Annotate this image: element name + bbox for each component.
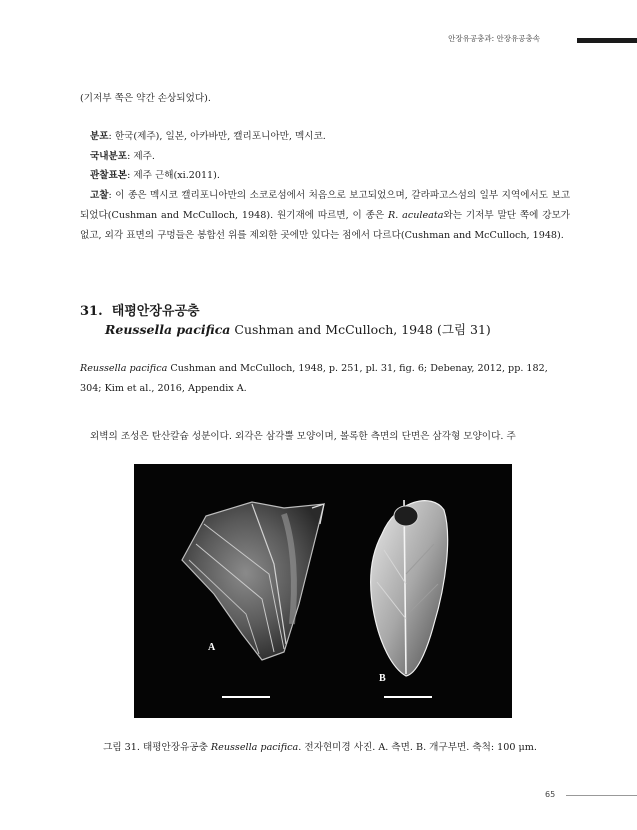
sem-figure-image bbox=[134, 464, 512, 718]
specimens-line bbox=[90, 166, 580, 186]
figure-label-a: A bbox=[208, 642, 216, 653]
domestic-distribution-line bbox=[90, 147, 580, 167]
species-scientific-line bbox=[105, 320, 491, 338]
header-title: 안장유공충과: 안장유공충속 bbox=[448, 34, 540, 43]
footer-rule bbox=[566, 795, 637, 796]
synonymy-text: Cushman and McCulloch, 1948, p. 251, pl. 31, fig. 6; Debenay, 2012, pp. 182, 304; Kim et al., 2016, Appendix A. bbox=[80, 363, 548, 394]
specimen-a bbox=[182, 502, 324, 660]
distribution-line bbox=[90, 127, 580, 147]
caption-prefix: 그림 31. 태평안장유공충 bbox=[103, 742, 211, 753]
species-authority: Cushman and McCulloch, 1948 (그림 31) bbox=[230, 322, 491, 337]
domestic-distribution-text: : 제주. bbox=[127, 151, 155, 162]
figure-label-b: B bbox=[379, 673, 386, 684]
remarks-label: 고찰 bbox=[90, 190, 109, 201]
species-scientific-name: Reussella pacifica bbox=[105, 322, 231, 337]
caption-suffix: . 전자현미경 사진. A. 측면. B. 개구부면. 축척: 100 μm. bbox=[298, 742, 537, 753]
remarks-text-2: 와는 기저부 말단 쪽에 강모가 없고, 외각 표면의 구멍들은 봉합선 위를 제외한 곳에만 있다는 점에서 다르다(Cushman and McCulloch, 1948). bbox=[80, 210, 570, 241]
remarks-species: R. aculeata bbox=[388, 210, 444, 221]
specimen-b bbox=[371, 500, 448, 676]
species-korean-name: 태평안장유공충 bbox=[111, 304, 200, 319]
specimens-text: : 제주 근해(xi.2011). bbox=[127, 170, 220, 181]
distribution-label: 분포 bbox=[90, 131, 109, 142]
synonymy-species: Reussella pacifica bbox=[80, 363, 168, 374]
synonymy bbox=[80, 359, 570, 399]
domestic-distribution-label: 국내분포 bbox=[90, 151, 128, 162]
remarks-text-1: : 이 종은 멕시코 캘리포니아만의 소코로섬에서 처음으로 보고되었으며, 갈라파고스섬의 일부 지역에서도 보고되었다(Cushman and McCulloch, 1948). 원기재에 따르면, 이 종은 bbox=[80, 190, 570, 221]
scale-bar-b bbox=[384, 696, 432, 698]
description-text: 외벽의 조성은 탄산칼슘 성분이다. 외각은 삼각뿔 모양이며, 볼록한 측면의 단면은 삼각형 모양이다. 주 bbox=[90, 431, 516, 442]
intro-text: (기저부 쪽은 약간 손상되었다). bbox=[80, 93, 211, 104]
remarks-paragraph bbox=[80, 186, 570, 246]
header-bar bbox=[577, 38, 637, 43]
distribution-text: : 한국(제주), 일본, 아카바만, 캘리포니아만, 멕시코. bbox=[108, 131, 326, 142]
scale-bar-a bbox=[222, 696, 270, 698]
page-number: 65 bbox=[545, 790, 556, 799]
specimens-label: 관찰표본 bbox=[90, 170, 128, 181]
species-number: 31. bbox=[80, 304, 103, 319]
figure-caption bbox=[80, 739, 560, 753]
caption-species: Reussella pacifica bbox=[210, 742, 299, 753]
species-heading bbox=[80, 300, 200, 319]
sem-figure bbox=[134, 464, 512, 718]
